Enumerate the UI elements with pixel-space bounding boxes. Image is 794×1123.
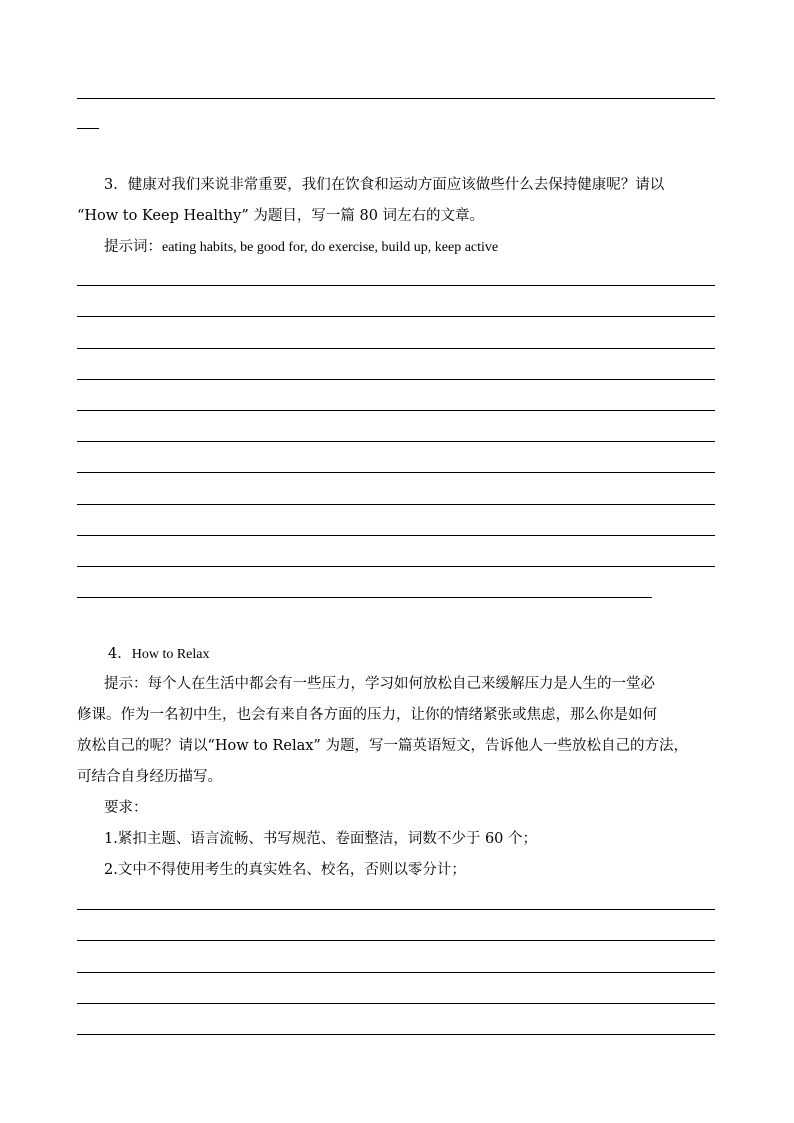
writing-line	[77, 940, 715, 941]
q4-requirements-label: 要求：	[104, 800, 148, 816]
q4-prompt-line4: 可结合自身经历描写。	[77, 769, 222, 785]
writing-line	[77, 1034, 715, 1035]
writing-line	[77, 316, 715, 317]
writing-line	[77, 441, 715, 442]
q3-hint-label: 提示词：	[104, 239, 162, 255]
q3-question-line1: 3．健康对我们来说非常重要，我们在饮食和运动方面应该做些什么去保持健康呢？请以	[104, 177, 665, 193]
q3-hint-words: eating habits, be good for, do exercise, build up, keep active	[162, 240, 499, 255]
q3-number: 3．	[104, 177, 128, 193]
writing-line	[77, 597, 652, 598]
writing-line	[77, 566, 715, 567]
q4-requirement-2: 2.文中不得使用考生的真实姓名、校名，否则以零分计；	[104, 862, 466, 878]
q3-hint	[104, 237, 498, 258]
writing-line	[77, 348, 715, 349]
writing-line	[77, 535, 715, 536]
writing-line	[77, 285, 715, 286]
answer-line-tail	[77, 128, 99, 129]
q4-number: 4．	[108, 646, 132, 662]
answer-line	[77, 98, 715, 99]
writing-line	[77, 379, 715, 380]
q4-heading	[108, 644, 210, 665]
writing-line	[77, 504, 715, 505]
q4-requirement-1: 1.紧扣主题、语言流畅、书写规范、卷面整洁，词数不少于 60 个；	[104, 831, 538, 847]
q4-prompt-line2: 修课。作为一名初中生，也会有来自各方面的压力，让你的情绪紧张或焦虑，那么你是如何	[77, 707, 657, 723]
q4-prompt-line1: 提示：每个人在生活中都会有一些压力，学习如何放松自己来缓解压力是人生的一堂必	[104, 676, 655, 692]
q3-question-line2: “How to Keep Healthy” 为题目，写一篇 80 词左右的文章。	[77, 208, 485, 224]
writing-line	[77, 1003, 715, 1004]
q4-prompt-line3: 放松自己的呢？请以“How to Relax” 为题，写一篇英语短文，告诉他人一些放松自己的方法，	[77, 738, 688, 754]
writing-line	[77, 909, 715, 910]
writing-line	[77, 972, 715, 973]
q4-title: How to Relax	[131, 647, 210, 662]
writing-line	[77, 410, 715, 411]
writing-line	[77, 472, 715, 473]
